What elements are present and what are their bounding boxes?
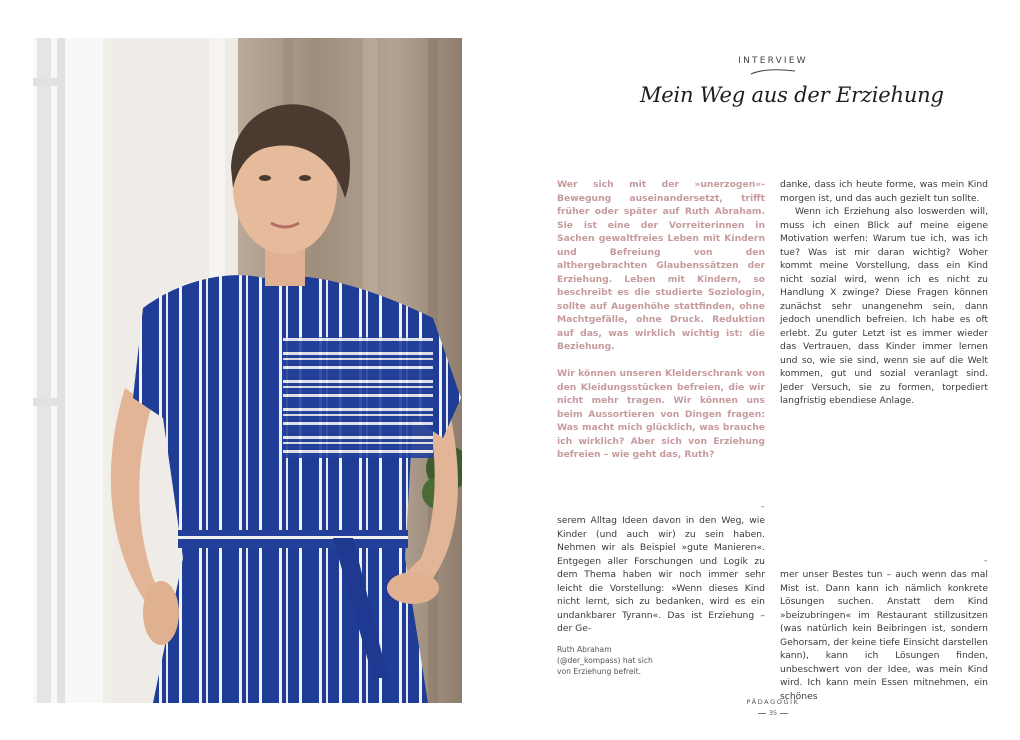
caption-line: (@der_kompass) hat sich: [557, 656, 653, 665]
footer-section-label: PÄDAGOGIK: [746, 698, 800, 706]
body-paragraph: danke, dass ich heute forme, was mein Kind morgen ist, und das auch gezielt tun sollte.: [780, 179, 988, 204]
dash-ornament: [780, 713, 788, 714]
caption-line: Ruth Abraham: [557, 645, 612, 654]
page-number: 35: [768, 709, 778, 717]
dash-ornament: [758, 713, 766, 714]
section-kicker: INTERVIEW: [738, 56, 808, 66]
portrait-photo: [33, 38, 462, 703]
intro-column: [557, 178, 765, 462]
body-column-right-bottom: [780, 568, 988, 703]
body-paragraph: Wenn ich Erziehung also loswerden will, muss ich einen Blick auf meine eigene Motivation werfen: Warum tue ich, was ich tue? Was ist mir daran wichtig? Woher kommt meine Vorstellung, dass ein Kind nicht sozial wird, wenn ich es nicht zu Handlung X zwinge? Diese Fragen können zunächst sehr unangenehm sein, dann jedoch unendlich befreien. Ich habe es oft erlebt. Zu guter Letzt ist es immer wieder das Vertrauen, dass Kinder immer lernen und so, wie sie sind, wenn sie auf die Welt kommen, gut und sozial veranlagt sind. Jeder Versuch, sie zu formen, torpediert langfristig ebendiese Anlage.: [780, 206, 988, 406]
footer-page-number: [723, 709, 823, 717]
intro-paragraph: Wer sich mit der »unerzogen«-Bewegung auseinandersetzt, trifft früher oder später auf Ruth Abraham. Sie ist eine der Vorreiterinnen in Sachen gewaltfreies Leben mit Kindern und Befreiung von den althergebrachten Glaubenssätzen der Erziehung. Leben mit Kindern, so beschreibt es die studierte Soziologin, sollte auf Augenhöhe stattfinden, ohne Machtgefälle, ohne Druck. Reduktion auf das, was wirklich wichtig ist: die Beziehung.: [557, 179, 765, 352]
body-paragraph: serem Alltag Ideen davon in den Weg, wie Kinder (und auch wir) zu sein haben. Nehmen wir als Beispiel »gute Manieren«. Entgegen aller Forschungen und Logik zu dem Thema haben wir noch immer sehr leicht die Vorstellung: »Wenn dieses Kind nicht lernt, sich zu bedanken, wird es ein undankbarer Tyrann«. Das ist Erziehung – der Ge-: [557, 515, 765, 634]
portrait-illustration: [33, 38, 462, 703]
swash-ornament-icon: [750, 68, 796, 76]
body-paragraph: mer unser Bestes tun – auch wenn das mal Mist ist. Dann kann ich nämlich konkrete Lösungen suchen. Anstatt dem Kind »beizubringen« im Restaurant stillzusitzen (was natürlich kein Beibringen ist, sondern Gehorsam, der keine tiefe Einsicht darstellen kann), kann ich Lösungen finden, unbeschwert von der Idee, was mein Kind wird. Ich kann mein Essen mitnehmen, ein schönes: [780, 569, 988, 702]
intro-paragraph: Wir können unseren Kleiderschrank von den Kleidungsstücken befreien, die wir nicht mehr tragen. Wir können uns beim Aussortieren von Dingen fragen: Was macht mich glücklich, was brauche ich wirklich? Aber sich von Erziehung befreien – wie geht das, Ruth?: [557, 368, 765, 460]
hyphen-mark: -: [984, 556, 988, 566]
body-column-left-bottom: [557, 514, 765, 636]
photo-caption: [557, 644, 697, 677]
body-column-right-top: [780, 178, 988, 408]
article-title: Mein Weg aus der Erziehung: [640, 83, 944, 107]
hyphen-mark: -: [761, 502, 765, 512]
caption-line: von Erziehung befreit.: [557, 667, 642, 676]
